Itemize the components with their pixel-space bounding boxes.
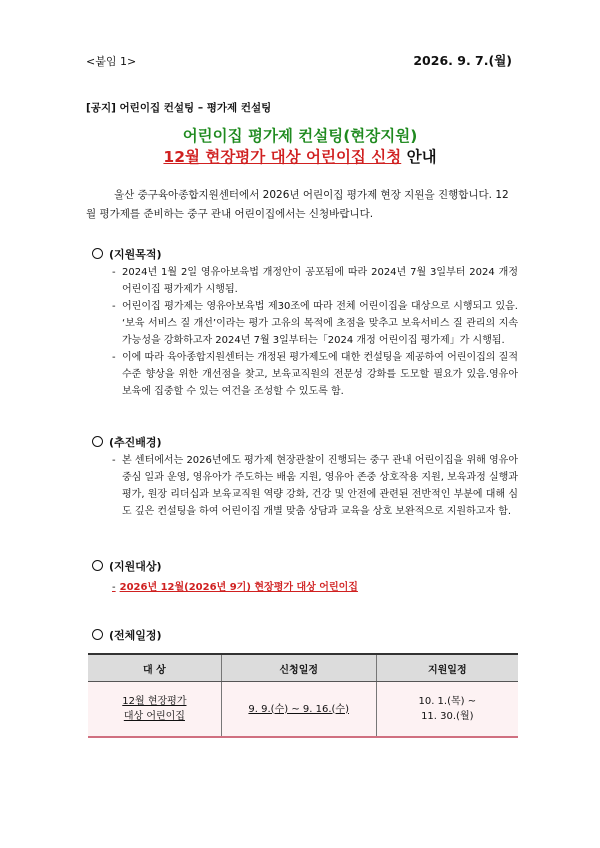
section-target-heading: (지원대상): [92, 558, 162, 574]
circle-bullet-icon: [92, 248, 103, 259]
target-line-2: 대상 어린이집: [123, 711, 185, 722]
column-header-apply: 신청일정: [221, 654, 376, 682]
cell-apply: 9. 9.(수) ~ 9. 16.(수): [221, 682, 376, 738]
cell-support: [376, 682, 518, 738]
notice-heading: [공지] 어린이집 컨설팅 – 평가제 컨설팅: [86, 102, 272, 114]
column-header-target: 대 상: [88, 654, 221, 682]
attachment-label: <붙임 1>: [86, 55, 137, 68]
title-highlight: 12월 현장평가 대상 어린이집 신청: [163, 148, 402, 166]
table-row: [88, 682, 518, 738]
title-suffix: 안내: [401, 148, 437, 166]
document-date: 2026. 9. 7.(월): [413, 53, 512, 68]
list-item: - 이에 따라 육아종합지원센터는 개정된 평가제도에 대한 컨설팅을 제공하여 어린이집의 질적 수준 향상을 위한 개선점을 찾고, 보육교직원의 전문성 강화를 도모할 필요가 있음.영유아 보육에 집중할 수 있는 여건을 조성할 수 있도록 함.: [112, 349, 518, 400]
section-schedule-heading: (전체일정): [92, 627, 162, 643]
circle-bullet-icon: [92, 436, 103, 447]
schedule-table: [88, 653, 518, 738]
circle-bullet-icon: [92, 629, 103, 640]
column-header-support: 지원일정: [376, 654, 518, 682]
background-list: [112, 452, 518, 520]
support-line-1: 10. 1.(목) ~: [418, 696, 477, 707]
list-item: - 어린이집 평가제는 영유아보육법 제30조에 따라 전체 어린이집을 대상으로 시행되고 있음. ‘보육 서비스 질 개선’이라는 평가 고유의 목적에 초점을 맞추고 보육서비스 질 관리의 지속가능성을 강화하고자 2024년 7월 3일부터는「2024 개정 어린이집 평가제」가 시행됨.: [112, 298, 518, 349]
cell-target: [88, 682, 221, 738]
support-line-2: 11. 30.(월): [421, 711, 474, 722]
target-line-1: 12월 현장평가: [122, 696, 187, 707]
list-item: - 본 센터에서는 2026년에도 평가제 현장관찰이 진행되는 중구 관내 어린이집을 위해 영유아 중심 일과 운영, 영유아가 주도하는 배움 지원, 영유아 존중 상호작용 지원, 보육과정 실행과 평가, 원장 리더십과 보육교직원 역량 강화, 건강 및 안전에 관련된 전반적인 부분에 대해 심도 깊은 컨설팅을 하여 어린이집 개별 맞춤 상담과 교육을 상호 보완적으로 지원하고자 함.: [112, 452, 518, 520]
section-background-heading: (추진배경): [92, 434, 162, 450]
section-purpose-heading: (지원목적): [92, 246, 162, 262]
intro-paragraph: 울산 중구육아종합지원센터에서 2026년 어린이집 평가제 현장 지원을 진행합니다. 12월 평가제를 준비하는 중구 관내 어린이집에서는 신청바랍니다.: [86, 189, 509, 220]
target-text: - 2026년 12월(2026년 9기) 현장평가 대상 어린이집: [112, 582, 358, 593]
table-header-row: [88, 654, 518, 682]
purpose-list: [112, 264, 518, 400]
circle-bullet-icon: [92, 560, 103, 571]
title-line-2: [0, 145, 600, 167]
title-line-1: 어린이집 평가제 컨설팅(현장지원): [182, 127, 418, 145]
list-item: - 2024년 1월 2일 영유아보육법 개정안이 공포됨에 따라 2024년 7월 3일부터 2024 개정 어린이집 평가제가 시행됨.: [112, 264, 518, 298]
target-dash: -: [112, 582, 116, 593]
